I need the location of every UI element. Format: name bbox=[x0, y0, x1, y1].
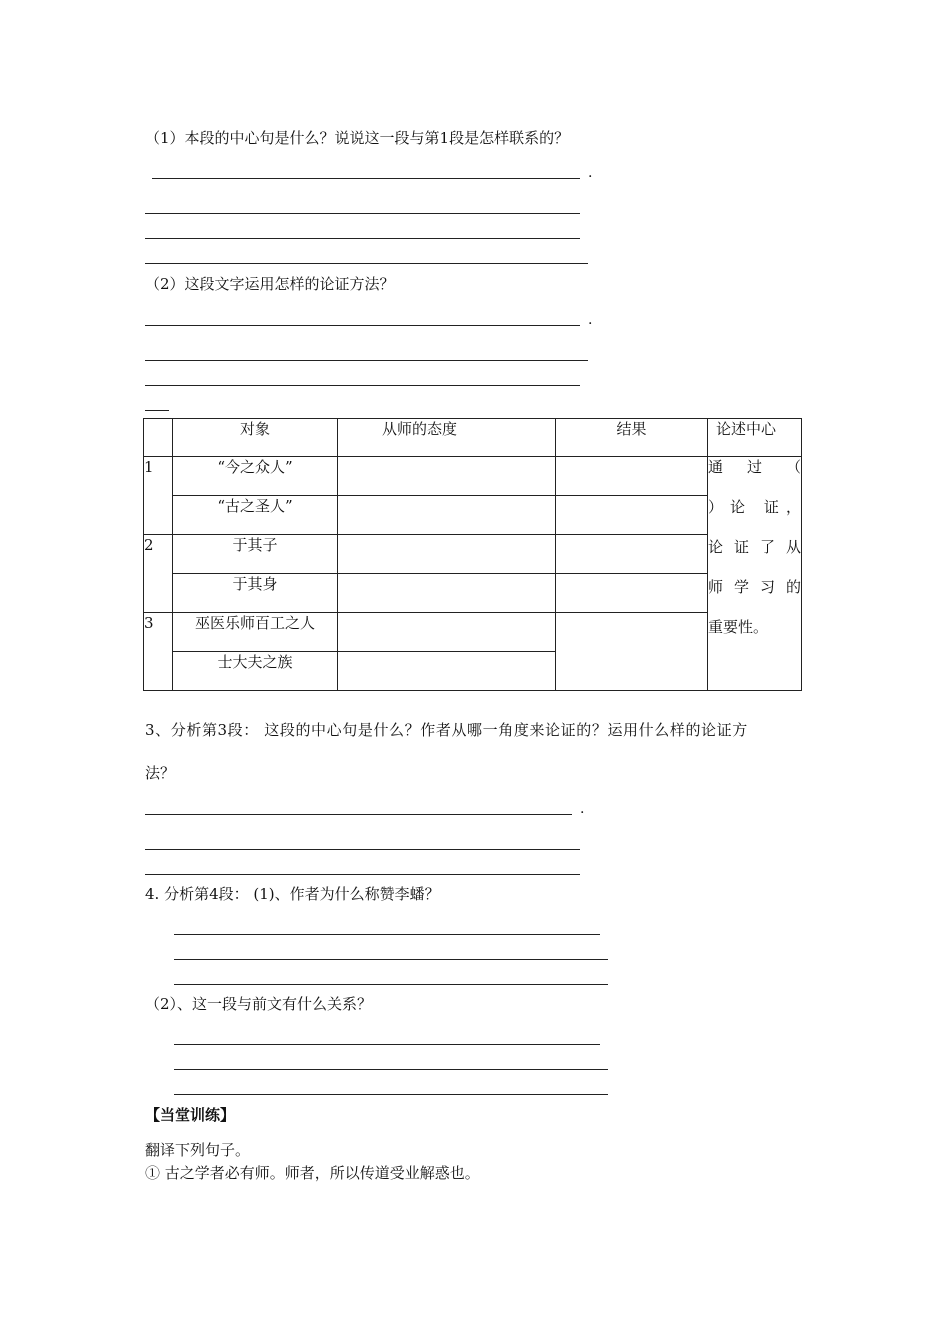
header-attitude: 从师的态度 bbox=[338, 419, 556, 457]
center-line: ）论 证， bbox=[708, 498, 801, 516]
attitude-cell[interactable] bbox=[338, 535, 556, 574]
question-4-2: （2）、这一段与前文有什么关系？ bbox=[145, 995, 373, 1013]
header-center: 论述中心 bbox=[708, 419, 802, 457]
answer-line[interactable] bbox=[145, 385, 580, 386]
object-cell: 士大夫之族 bbox=[173, 652, 338, 691]
result-cell[interactable] bbox=[556, 613, 708, 691]
header-result: 结果 bbox=[556, 419, 708, 457]
question-1-1: （1）本段的中心句是什么？说说这一段与第1段是怎样联系的？ bbox=[145, 129, 570, 147]
answer-line[interactable] bbox=[145, 410, 169, 411]
question-3-line2: 法？ bbox=[145, 764, 176, 782]
answer-period: . bbox=[588, 312, 593, 328]
result-cell[interactable] bbox=[556, 496, 708, 535]
attitude-cell[interactable] bbox=[338, 457, 556, 496]
answer-line[interactable] bbox=[145, 849, 580, 850]
answer-line[interactable] bbox=[152, 178, 580, 179]
answer-period: . bbox=[588, 165, 593, 181]
object-cell: “今之众人” bbox=[173, 457, 338, 496]
center-line: 论证了从 bbox=[708, 538, 801, 556]
question-4: 4. 分析第4段： (1)、作者为什么称赞李蟠？ bbox=[145, 885, 440, 903]
question-1-2: （2）这段文字运用怎样的论证方法？ bbox=[145, 275, 395, 293]
answer-line[interactable] bbox=[145, 263, 588, 264]
header-index-cell bbox=[144, 419, 173, 457]
answer-line[interactable] bbox=[145, 213, 580, 214]
attitude-cell[interactable] bbox=[338, 496, 556, 535]
answer-line[interactable] bbox=[174, 984, 608, 985]
result-cell[interactable] bbox=[556, 535, 708, 574]
answer-line[interactable] bbox=[174, 1044, 600, 1045]
center-line: 重要性。 bbox=[708, 618, 769, 636]
attitude-cell[interactable] bbox=[338, 652, 556, 691]
result-cell[interactable] bbox=[556, 574, 708, 613]
answer-line[interactable] bbox=[145, 814, 572, 815]
answer-line[interactable] bbox=[174, 1094, 608, 1095]
center-line: 师学习的 bbox=[708, 578, 801, 596]
instruction: 翻译下列句子。 bbox=[145, 1141, 251, 1159]
object-cell: 于其子 bbox=[173, 535, 338, 574]
result-cell[interactable] bbox=[556, 457, 708, 496]
object-cell: 于其身 bbox=[173, 574, 338, 613]
question-3-line1: 3、分析第3段： 这段的中心句是什么？作者从哪一角度来论证的？运用什么样的论证方 bbox=[145, 721, 748, 739]
analysis-table bbox=[143, 418, 802, 691]
sentence-1: ① 古之学者必有师。师者，所以传道受业解惑也。 bbox=[145, 1164, 480, 1182]
group-number: 1 bbox=[144, 457, 173, 535]
attitude-cell[interactable] bbox=[338, 574, 556, 613]
answer-line[interactable] bbox=[145, 325, 580, 326]
answer-line[interactable] bbox=[145, 238, 580, 239]
section-title: 【当堂训练】 bbox=[145, 1106, 236, 1124]
object-cell: 巫医乐师百工之人 bbox=[173, 613, 338, 652]
group-number: 3 bbox=[144, 613, 173, 691]
center-line: 通 过 （ bbox=[708, 458, 801, 476]
answer-line[interactable] bbox=[174, 959, 608, 960]
center-cell[interactable] bbox=[708, 457, 802, 691]
object-cell: “古之圣人” bbox=[173, 496, 338, 535]
answer-line[interactable] bbox=[145, 874, 580, 875]
answer-line[interactable] bbox=[174, 934, 600, 935]
answer-line[interactable] bbox=[174, 1069, 608, 1070]
group-number: 2 bbox=[144, 535, 173, 613]
header-object: 对象 bbox=[173, 419, 338, 457]
answer-line[interactable] bbox=[145, 360, 588, 361]
attitude-cell[interactable] bbox=[338, 613, 556, 652]
answer-period: . bbox=[580, 801, 585, 817]
